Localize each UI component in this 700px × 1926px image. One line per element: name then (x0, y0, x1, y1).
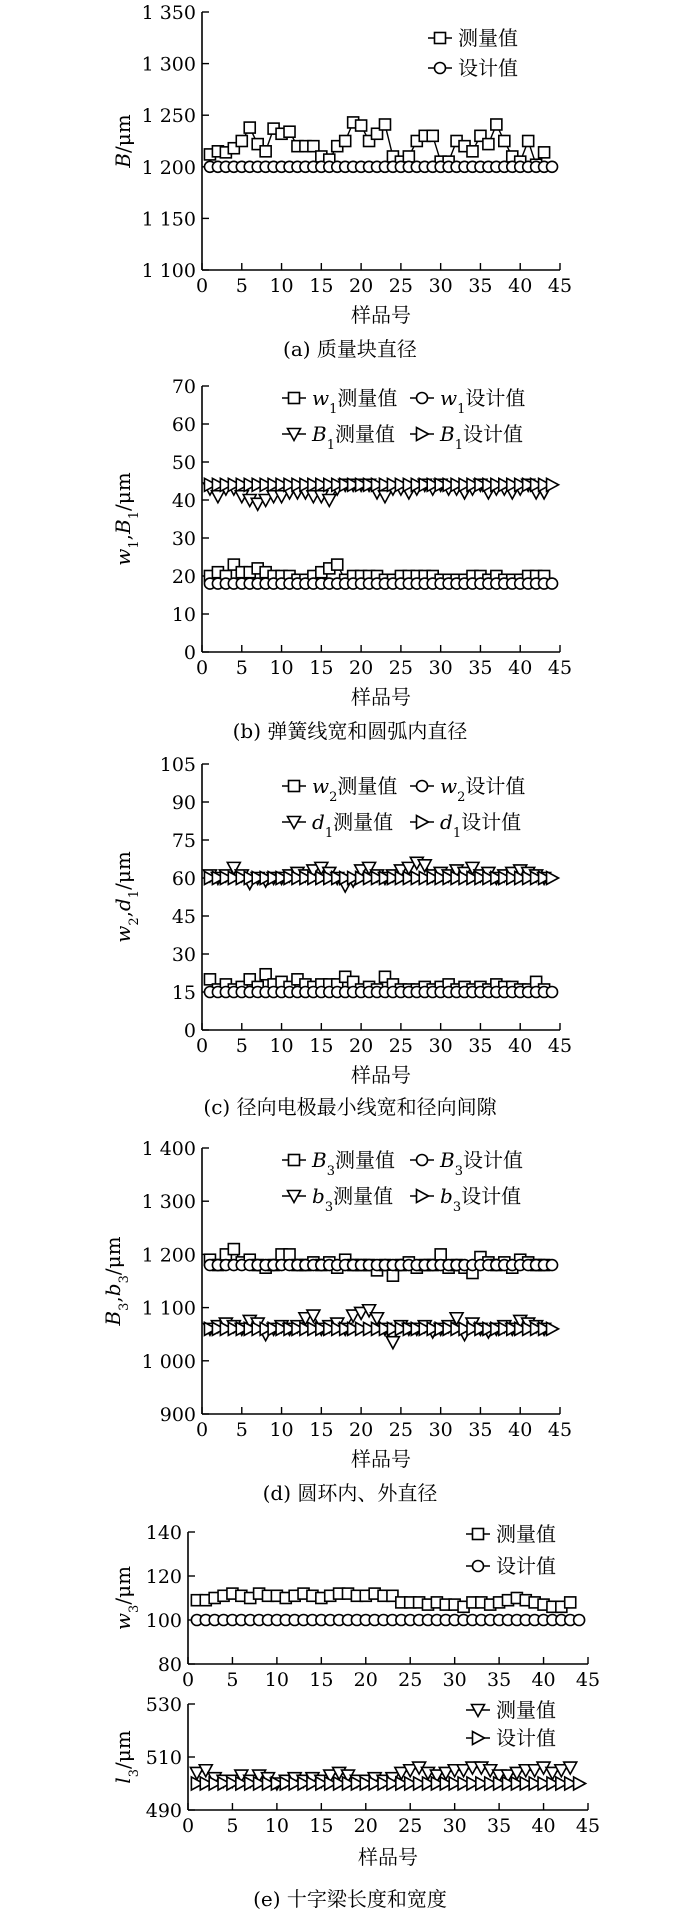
data-point (539, 147, 550, 158)
y-tick-label: 1 200 (141, 156, 196, 179)
legend-marker (435, 33, 446, 44)
x-tick-label: 40 (531, 1815, 556, 1837)
y-axis-label: $l_3/\mu m$ (111, 1730, 142, 1784)
legend-label: $B_1$测量值 (312, 422, 395, 453)
data-point (547, 161, 558, 172)
data-point (379, 119, 390, 130)
x-tick-label: 35 (468, 657, 493, 679)
x-tick-label: 40 (508, 1035, 533, 1057)
series-1 (204, 987, 557, 998)
x-tick-label: 25 (398, 1815, 423, 1837)
x-tick-label: 0 (195, 657, 209, 679)
x-tick-label: 35 (468, 275, 493, 297)
x-tick-label: 15 (309, 1419, 334, 1441)
data-point (244, 122, 255, 133)
x-tick-label: 35 (487, 1669, 512, 1691)
y-axis-label: B/μm (111, 114, 135, 168)
data-point (547, 1322, 559, 1335)
legend-label: $w_1$测量值 (312, 386, 398, 417)
x-tick-label: 20 (349, 657, 374, 679)
legend-label: $w_2$测量值 (312, 774, 398, 805)
y-tick-label: 50 (171, 452, 196, 474)
y-tick-label: 15 (171, 982, 196, 1004)
y-tick-label: 1 300 (141, 53, 196, 76)
x-tick-label: 5 (235, 275, 248, 297)
legend-label: $w_2$设计值 (440, 774, 526, 805)
x-tick-label: 40 (508, 1419, 533, 1441)
x-tick-label: 25 (388, 275, 413, 297)
legend-item (410, 422, 523, 453)
y-axis-label: $w_1,B_1/\mu m$ (111, 472, 142, 566)
y-tick-label: 30 (171, 944, 196, 966)
legend-marker (473, 1732, 485, 1745)
chart-c (111, 754, 572, 1119)
legend-item (282, 1148, 395, 1179)
x-tick-label: 0 (181, 1669, 195, 1691)
x-tick-label: 20 (353, 1669, 378, 1691)
data-point (284, 1249, 295, 1260)
series-1 (191, 1615, 584, 1626)
x-axis-label: 样品号 (358, 1845, 418, 1869)
y-tick-label: 1 300 (141, 1191, 196, 1214)
legend-item (410, 386, 525, 417)
y-tick-label: 45 (171, 906, 196, 928)
legend-label: $b_3$设计值 (440, 1184, 522, 1215)
y-tick-label: 1 100 (141, 1297, 196, 1320)
legend-item (466, 1726, 556, 1750)
y-tick-label: 1 250 (141, 105, 196, 128)
y-axis-label: $B_3,b_3/\mu m$ (101, 1236, 132, 1326)
legend (282, 1148, 523, 1215)
legend-item (410, 774, 525, 805)
data-point (574, 1615, 585, 1626)
legend (466, 1522, 556, 1578)
x-tick-label: 30 (428, 657, 453, 679)
x-tick-label: 10 (269, 275, 294, 297)
legend-marker (473, 1561, 484, 1572)
legend-item (282, 774, 397, 805)
chart-caption: (a) 质量块直径 (283, 337, 417, 361)
data-point (387, 1270, 398, 1281)
y-tick-label: 40 (171, 490, 196, 512)
x-tick-label: 40 (508, 275, 533, 297)
y-axis-label: $w_3/\mu m$ (111, 1565, 142, 1631)
x-tick-label: 30 (442, 1669, 467, 1691)
x-tick-label: 10 (264, 1669, 289, 1691)
x-tick-label: 10 (264, 1815, 289, 1837)
y-tick-label: 60 (171, 414, 196, 436)
x-tick-label: 5 (235, 1035, 248, 1057)
series-0 (191, 1588, 575, 1612)
legend-label: $d_1$测量值 (312, 810, 394, 841)
y-tick-label: 1 400 (141, 1138, 196, 1160)
legend-marker (417, 1155, 428, 1166)
chart-caption: (e) 十字梁长度和宽度 (253, 1887, 447, 1911)
legend-item (410, 1148, 523, 1179)
data-point (228, 1244, 239, 1255)
legend (466, 1698, 556, 1750)
data-point (491, 119, 502, 130)
x-tick-label: 15 (309, 1815, 334, 1837)
legend-item (282, 1184, 393, 1215)
x-tick-label: 30 (428, 1035, 453, 1057)
data-point (308, 141, 319, 152)
x-tick-label: 5 (226, 1669, 239, 1691)
legend-marker (289, 781, 300, 792)
x-tick-label: 25 (388, 1035, 413, 1057)
legend-label: $w_1$设计值 (440, 386, 526, 417)
x-tick-label: 35 (468, 1419, 493, 1441)
series-1 (204, 578, 557, 589)
x-tick-label: 0 (195, 1035, 209, 1057)
x-tick-label: 10 (269, 1035, 294, 1057)
chart-d (101, 1138, 572, 1505)
data-point (211, 491, 224, 503)
data-point (386, 1337, 399, 1349)
legend-label: $B_3$测量值 (312, 1148, 395, 1179)
series-1 (204, 1260, 557, 1271)
legend (428, 26, 518, 80)
y-tick-label: 70 (171, 376, 196, 398)
data-point (523, 136, 534, 147)
x-tick-label: 15 (309, 657, 334, 679)
legend-label: $d_1$设计值 (440, 810, 522, 841)
legend-item (466, 1522, 556, 1546)
legend-label: $B_1$设计值 (440, 422, 523, 453)
legend-label: 设计值 (496, 1554, 556, 1578)
data-point (467, 146, 478, 157)
chart-e1 (111, 1522, 600, 1691)
y-tick-label: 1 350 (141, 2, 196, 24)
y-axis-label: $w_2,d_1/\mu m$ (111, 851, 142, 943)
legend-label: 测量值 (458, 26, 518, 50)
y-tick-label: 90 (171, 792, 196, 814)
chart-caption: (c) 径向电极最小线宽和径向间隙 (203, 1095, 497, 1119)
x-tick-label: 35 (468, 1035, 493, 1057)
legend-label: $b_3$测量值 (312, 1184, 394, 1215)
data-point (340, 136, 351, 147)
x-tick-label: 45 (575, 1669, 601, 1691)
data-point (499, 136, 510, 147)
x-axis-label: 样品号 (351, 303, 411, 327)
y-tick-label: 1 150 (141, 208, 196, 231)
legend-marker (289, 393, 300, 404)
y-tick-label: 490 (145, 1800, 182, 1822)
chart-a (111, 2, 572, 361)
x-tick-label: 15 (309, 1669, 334, 1691)
y-tick-label: 0 (183, 642, 196, 664)
x-tick-label: 15 (309, 1035, 334, 1057)
chart-e2 (111, 1694, 600, 1911)
x-tick-label: 30 (428, 275, 453, 297)
legend-item (282, 810, 393, 841)
legend-item (466, 1554, 556, 1578)
x-tick-label: 40 (508, 657, 533, 679)
legend (282, 774, 525, 841)
legend-label: 测量值 (496, 1698, 556, 1722)
x-tick-label: 25 (388, 657, 413, 679)
legend-marker (417, 428, 429, 441)
legend-marker (417, 1190, 429, 1203)
x-tick-label: 10 (269, 657, 294, 679)
chart-b (111, 376, 572, 743)
x-tick-label: 20 (349, 275, 374, 297)
data-point (284, 126, 295, 137)
legend (282, 386, 525, 453)
legend-item (282, 386, 397, 417)
legend-label: 设计值 (496, 1726, 556, 1750)
y-tick-label: 510 (145, 1747, 182, 1769)
x-tick-label: 20 (349, 1419, 374, 1441)
data-point (323, 495, 336, 507)
legend-marker (435, 63, 446, 74)
y-tick-label: 1 100 (141, 260, 196, 282)
y-tick-label: 30 (171, 528, 196, 550)
y-tick-label: 140 (145, 1522, 182, 1544)
data-point (547, 578, 558, 589)
data-point (236, 136, 247, 147)
x-axis-label: 样品号 (351, 1447, 411, 1471)
data-point (547, 872, 559, 885)
legend-label: 设计值 (458, 56, 518, 80)
data-point (260, 146, 271, 157)
data-point (378, 491, 391, 503)
x-tick-label: 30 (442, 1815, 467, 1837)
y-tick-label: 105 (159, 754, 196, 776)
x-tick-label: 25 (388, 1419, 413, 1441)
x-tick-label: 45 (547, 657, 573, 679)
data-point (356, 120, 367, 131)
y-tick-label: 120 (145, 1566, 182, 1588)
data-point (403, 151, 414, 162)
legend-marker (417, 781, 428, 792)
chart-caption: (b) 弹簧线宽和圆弧内直径 (232, 719, 468, 743)
data-point (427, 130, 438, 141)
x-axis-label: 样品号 (351, 685, 411, 709)
x-tick-label: 15 (309, 275, 334, 297)
y-tick-label: 900 (159, 1404, 196, 1426)
x-tick-label: 35 (487, 1815, 512, 1837)
x-tick-label: 0 (195, 1419, 209, 1441)
data-point (547, 1260, 558, 1271)
y-tick-label: 10 (171, 604, 196, 626)
y-tick-label: 530 (145, 1694, 182, 1716)
x-tick-label: 45 (575, 1815, 601, 1837)
legend-marker (473, 1529, 484, 1540)
data-point (435, 1249, 446, 1260)
x-tick-label: 25 (398, 1669, 423, 1691)
x-tick-label: 0 (181, 1815, 195, 1837)
data-point (547, 987, 558, 998)
data-point (332, 559, 343, 570)
legend-item (282, 422, 395, 453)
x-tick-label: 40 (531, 1669, 556, 1691)
legend-item (410, 810, 521, 841)
y-tick-label: 100 (145, 1610, 182, 1632)
legend-item (466, 1698, 556, 1722)
y-tick-label: 20 (171, 566, 196, 588)
legend-label: 测量值 (496, 1522, 556, 1546)
x-tick-label: 5 (226, 1815, 239, 1837)
legend-item (410, 1184, 521, 1215)
legend-marker (417, 393, 428, 404)
data-point (547, 478, 559, 491)
x-tick-label: 0 (195, 275, 209, 297)
data-point (565, 1597, 576, 1608)
x-tick-label: 30 (428, 1419, 453, 1441)
legend-item (428, 56, 518, 80)
series-1 (204, 161, 557, 172)
x-tick-label: 10 (269, 1419, 294, 1441)
legend-label: $B_3$设计值 (440, 1148, 523, 1179)
chart-caption: (d) 圆环内、外直径 (262, 1481, 438, 1505)
data-point (483, 139, 494, 150)
legend-item (428, 26, 518, 50)
x-tick-label: 20 (349, 1035, 374, 1057)
x-tick-label: 45 (547, 275, 573, 297)
legend-marker (289, 1155, 300, 1166)
x-tick-label: 45 (547, 1419, 573, 1441)
x-tick-label: 5 (235, 1419, 248, 1441)
y-tick-label: 1 000 (141, 1350, 196, 1373)
data-point (574, 1777, 586, 1790)
y-tick-label: 60 (171, 868, 196, 890)
y-tick-label: 80 (157, 1654, 182, 1676)
x-tick-label: 45 (547, 1035, 573, 1057)
y-tick-label: 75 (171, 830, 196, 852)
x-tick-label: 5 (235, 657, 248, 679)
y-tick-label: 1 200 (141, 1244, 196, 1267)
x-axis-label: 样品号 (351, 1063, 411, 1087)
x-tick-label: 20 (353, 1815, 378, 1837)
legend-marker (417, 816, 429, 829)
y-tick-label: 0 (183, 1020, 196, 1042)
